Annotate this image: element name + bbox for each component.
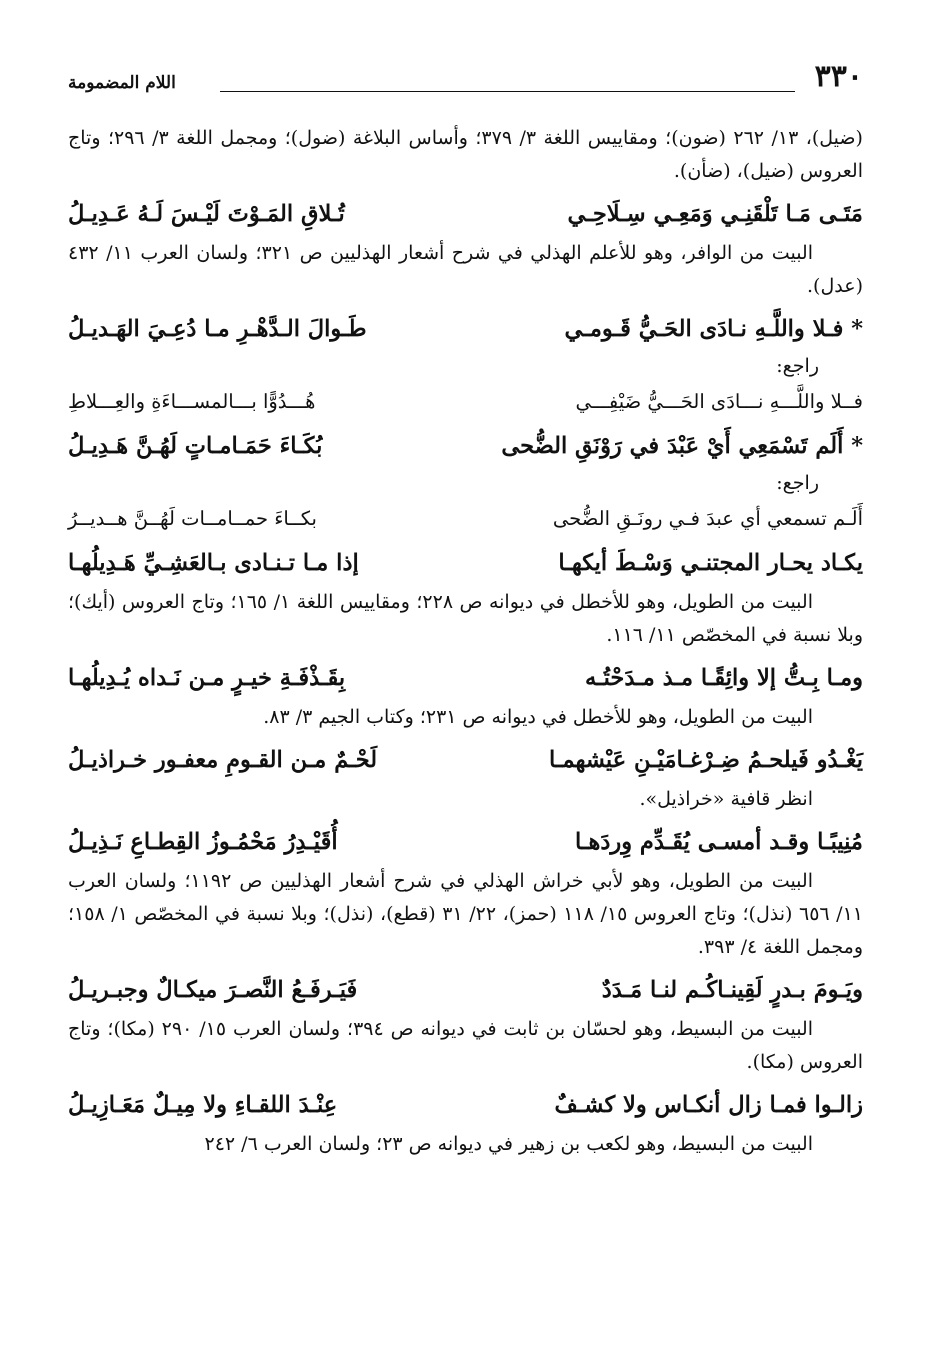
verse-first-hemistich: أَلَـم تسمعي أي عبدَ فـي رونَـقِ الضُّحى <box>552 507 863 530</box>
verse-line <box>68 545 863 581</box>
citation-paragraph: البيت من البسيط، وهو لكعب بن زهير في ديوانه ص ٢٣؛ ولسان العرب ٦/ ٢٤٢ <box>204 1133 813 1155</box>
verse-line <box>68 428 863 464</box>
verse-first-hemistich: ومـا بِـتُّ إلا وائِقًـا مـذ مـدَحْتُـه <box>584 665 863 691</box>
page-content <box>68 122 863 1161</box>
verse-line <box>68 824 863 860</box>
verse-second-hemistich: لَحْـمٌ مـن القـومِ معفـور خـراذيـلُ <box>68 747 378 773</box>
citation-paragraph: البيت من الطويل، وهو للأخطل في ديوانه ص ٢٣١؛ وكتاب الجيم ٣/ ٨٣. <box>263 706 813 728</box>
verse-line <box>68 311 863 347</box>
verse-first-hemistich: يكـاد يحـار المجتنـي وَسْـطَ أيكهـا <box>558 550 863 576</box>
verse-line <box>68 1087 863 1123</box>
citation-paragraph: انظر قافية «خراذيل». <box>639 788 813 810</box>
verse-second-hemistich: أُقَيْـدِرُ مَحْمُـوزُ القِطـاعِ نَـذِيـلُ <box>68 829 338 855</box>
verse-line <box>68 196 863 232</box>
verse-first-hemistich: مَتَـى مَـا تَلْقَنِـي وَمَعِـي سِـلَاحِـي <box>567 201 863 227</box>
running-title: اللام المضمومة <box>68 73 176 93</box>
verse-second-hemistich: تُـلاقِ المَـوْتَ لَيْـسَ لَـهُ عَـدِيـلُ <box>68 201 345 227</box>
verse-second-hemistich: عِنْـدَ اللقـاءِ ولا مِيـلٌ مَعَـازِيـلُ <box>68 1092 338 1118</box>
citation-paragraph: البيت من الطويل، وهو لأبي خراش الهذلي في شرح أشعار الهذليين ص ١١٩٢؛ ولسان العرب ١١/ ٦٥٦ (نذل)؛ وتاج العروس ١٥/ ١١٨ (حمز)، ٢٢/ ٣١ (قطع)، (نذل)؛ وبلا نسبة في المخصّص ١/ ١٥٨؛ ومجمل اللغة ٤/ ٣٩٣. <box>68 870 863 958</box>
page-number: ٣٣٠ <box>814 59 863 94</box>
see-also-label: راجع: <box>776 355 819 377</box>
verse-first-hemistich: فــلا واللَّـــهِ نـــادَى الحَـــيُّ ضَيْفِـــي <box>575 390 863 413</box>
verse-second-hemistich: بُكَـاءَ حَمَـامـاتٍ لَهُـنَّ هَـدِيـلُ <box>68 433 323 459</box>
verse-second-hemistich: طَـوالَ الـدَّهْـرِ مـا دُعِـيَ الهَـديـلُ <box>68 316 367 342</box>
verse-line <box>68 660 863 696</box>
verse-first-hemistich: زالـوا فمـا زال أنكـاس ولا كشـفٌ <box>554 1092 863 1118</box>
verse-second-hemistich: هُـــدُوًّا بـــالمســـاءَةِ والعِـــلاطِ <box>68 390 316 413</box>
verse-first-hemistich: مُنِيبًـا وقـد أمسـى يُقَـدِّم وِردَهـا <box>575 829 863 855</box>
verse-line <box>68 742 863 778</box>
verse-second-hemistich: بِقَـذْفَـةِ خيـرٍ مـن نَـداه يُـدِيلُهـا <box>68 665 346 691</box>
header-rule <box>220 91 795 92</box>
verse-first-hemistich: ويَـومَ بـدرٍ لَقِينـاكُـم لنـا مَـدَدٌ <box>601 977 863 1003</box>
reference-verse-line <box>68 384 863 420</box>
verse-first-hemistich: * أَلَم تَسْمَعِي أَيْ عَبْدَ في رَوْنَقِ الضُّحى <box>501 433 863 459</box>
page-header <box>68 60 863 96</box>
verse-second-hemistich: إذا مـا تـنـادى بـالعَشِـيِّ هَـدِيلُهـا <box>68 550 359 576</box>
citation-paragraph: البيت من البسيط، وهو لحسّان بن ثابت في ديوانه ص ٣٩٤؛ ولسان العرب ١٥/ ٢٩٠ (مكا)؛ وتاج العروس (مكا). <box>68 1018 863 1073</box>
citation-paragraph: (ضيل)، ١٣/ ٢٦٢ (ضون)؛ ومقاييس اللغة ٣/ ٣٧٩؛ وأساس البلاغة (ضول)؛ ومجمل اللغة ٣/ ٢٩٦؛ وتاج العروس (ضيل)، (ضأن). <box>68 127 863 182</box>
citation-paragraph: البيت من الطويل، وهو للأخطل في ديوانه ص ٢٢٨؛ ومقاييس اللغة ١/ ١٦٥؛ وتاج العروس (أيك)؛ وبلا نسبة في المخصّص ١١/ ١١٦. <box>68 591 863 646</box>
verse-second-hemistich: بكــاءَ حمــامــات لَهُــنَّ هــديــرُ <box>68 507 317 530</box>
verse-second-hemistich: فَيَـرفَـعُ النَّصـرَ ميكـالٌ وجبـريـلُ <box>68 977 358 1003</box>
verse-first-hemistich: يَغْـدُو فَيلحـمُ ضِـرْغـامَيْـنِ عَيْشهمـا <box>549 747 863 773</box>
verse-first-hemistich: * فـلا واللَّـهِ نـادَى الحَـيُّ قَـومـي <box>564 316 863 342</box>
verse-line <box>68 972 863 1008</box>
reference-verse-line <box>68 501 863 537</box>
citation-paragraph: البيت من الوافر، وهو للأعلم الهذلي في شرح أشعار الهذليين ص ٣٢١؛ ولسان العرب ١١/ ٤٣٢ (عدل). <box>68 242 863 297</box>
see-also-label: راجع: <box>776 472 819 494</box>
